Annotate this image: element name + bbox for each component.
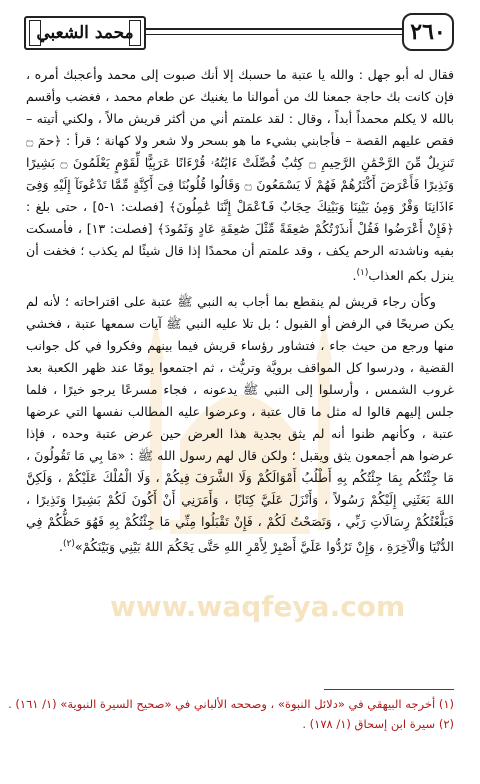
running-title: محمد الشعبي	[36, 23, 134, 43]
running-title-box	[24, 16, 146, 50]
ornament-left	[29, 20, 41, 46]
footnote-ref-1: (١)	[356, 268, 369, 278]
paragraph-1: فقال له أبو جهل : والله يا عتبة ما حسبك إلا أنك صبوت إلى محمد وأعجبك أمره ، فإن كانت بك حاجة جمعنا لك من أموالنا ما يغنيك عن طعام محمد ، فغضب وأقسم بالله لا يكلم محمداً أبداً ، وقال : لقد علمتم أني من أكثر قريش مالاً ، ولكني أتيته – فقص عليهم القصة – فأجابني بشيء ما هو بسحر ولا شعر ولا كهانة ؛ قرأ : ﴿حمٓ ۝ تَنزِيلٌ مِّنَ الرَّحْمَٰنِ الرَّحِيمِ ۝ كِتَٰبٌ فُصِّلَتْ ءَايَٰتُهُۥ قُرْءَانًا عَرَبِيًّا لِّقَوْمٍ يَعْلَمُونَ ۝ بَشِيرًا وَنَذِيرًا فَأَعْرَضَ أَكْثَرُهُمْ فَهُمْ لَا يَسْمَعُونَ ۝ وَقَالُوا قُلُوبُنَا فِىٓ أَكِنَّةٍ مِّمَّا تَدْعُونَآ إِلَيْهِ وَفِىٓ ءَاذَانِنَا وَقْرٌ وَمِنۢ بَيْنِنَا وَبَيْنِكَ حِجَابٌ فَٱعْمَلْ إِنَّنَا عَٰمِلُونَ﴾ [فصلت: ١-٥] ، حتى بلغ : ﴿فَإِنْ أَعْرَضُوا فَقُلْ أَنذَرْتُكُمْ صَٰعِقَةً مِّثْلَ صَٰعِقَةِ عَادٍ وَثَمُودَ﴾ [فصلت: ١٣] ، فأمسكت بفيه وناشدته الرحم يكف ، وقد علمتم أن محمدًا إذا قال شيئًا لم يكذب ؛ فخفت أن ينزل بكم العذاب$^{(١)}$.	[26, 67, 455, 284]
footnote-separator	[324, 689, 454, 690]
watermark-text: www.waqfeya.com	[110, 590, 406, 623]
ornament-right	[129, 20, 141, 46]
page-header	[22, 10, 456, 54]
page-number: ٢٦٠	[402, 13, 454, 51]
paragraph-2-text: وكأن رجاء قريش لم ينقطع بما أجاب به النبي ﷺ عتبة على اقتراحاته ؛ لأنه لم يكن صريحًا في الرفض أو القبول ؛ بل تلا عليه النبي ﷺ آيات سمعها عتبة ، فخشي منها ورجع من حيث جاء ، فتشاور رؤساء قريش فيما بينهم وفكروا في كل جوانب القضية ، ودرسوا كل المواقف برويَّة وتريُّث ، ثم اجتمعوا يومًا عند ظهر الكعبة بعد غروب الشمس ، وأرسلوا إلى النبي ﷺ يدعونه ، فجاء مسرعًا يرجو خيرًا ، فلما جلس إليهم قالوا له مثل ما قال عتبة ، وعرضوا عليه المطالب نفسها التي عرضها عتبة ، وكأنهم ظنوا أنه لم يثق بجدية هذا العرض حين عرض عتبة وحده ، فإذا عرضوا هم أجمعون يثق ويقبل ؛ ولكن قال لهم رسول الله ﷺ : «مَا بِي مَا تَقُولُونَ ، مَا جِئْتُكُم بِمَا جِئْتُكُم بِهِ أَطْلُبُ أَمْوَالَكُمْ وَلَا الشَّرَفَ فِيكُمْ ، وَلَا الْمُلْكَ عَلَيْكُمْ ، وَلَكِنَّ اللهَ بَعَثَنِي إِلَيْكُمْ رَسُولاً ، وَأَنْزَلَ عَلَيَّ كِتَابًا ، وَأَمَرَنِي أَنْ أَكُونَ لَكُمْ بَشِيرًا وَنَذِيرًا ، فَبَلَّغْتُكُمْ رِسَالَاتِ رَبِّي ، وَنَصَحْتُ لَكُمْ ، فَإِنْ تَقْبَلُوا مِنِّي مَا جِئْتُكُمْ بِهِ فَهُوَ حَظُّكُمْ فِي الدُّنْيَا وَالْآخِرَةِ ، وَإِنْ تَرُدُّوا عَلَيَّ أَصْبِرْ لِأَمْرِ اللهِ حَتَّى يَحْكُمَ اللهُ بَيْنِي وَبَيْنَكُمْ»	[26, 294, 454, 555]
footnote-1: (١) أخرجه البيهقي في «دلائل النبوة» ، وصححه الألباني في «صحيح السيرة النبوية» (١/ ١٦١) .	[8, 697, 454, 711]
main-text	[26, 64, 454, 562]
paragraph-1-text: فقال له أبو جهل : والله يا عتبة ما حسبك إلا أنك صبوت إلى محمد وأعجبك أمره ، فإن كانت بك حاجة جمعنا لك من أموالنا ما يغنيك عن طعام محمد ، فغضب وأقسم بالله لا يكلم محمداً أبداً ، وقال : لقد علمتم أني من أكثر قريش مالاً ، ولكني أتيته – فقص عليهم القصة – فأجابني بشيء ما هو بسحر ولا شعر ولا كهانة ؛ قرأ : ﴿حمٓ ۝ تَنزِيلٌ مِّنَ الرَّحْمَٰنِ الرَّحِيمِ ۝ كِتَٰبٌ فُصِّلَتْ ءَايَٰتُهُۥ قُرْءَانًا عَرَبِيًّا لِّقَوْمٍ يَعْلَمُونَ ۝ بَشِيرًا وَنَذِيرًا فَأَعْرَضَ أَكْثَرُهُمْ فَهُمْ لَا يَسْمَعُونَ ۝ وَقَالُوا قُلُوبُنَا فِىٓ أَكِنَّةٍ مِّمَّا تَدْعُونَآ إِلَيْهِ وَفِىٓ ءَاذَانِنَا وَقْرٌ وَمِنۢ بَيْنِنَا وَبَيْنِكَ حِجَابٌ فَٱعْمَلْ إِنَّنَا عَٰمِلُونَ﴾ [فصلت: ١-٥] ، حتى بلغ : ﴿فَإِنْ أَعْرَضُوا فَقُلْ أَنذَرْتُكُمْ صَٰعِقَةً مِّثْلَ صَٰعِقَةِ عَادٍ وَثَمُودَ﴾ [فصلت: ١٣] ، فأمسكت بفيه وناشدته الرحم يكف ، وقد علمتم أن محمدًا إذا قال شيئًا لم يكذب ؛ فخفت أن ينزل بكم العذاب	[26, 67, 455, 284]
header-rule-thick	[146, 28, 402, 30]
footnotes	[8, 694, 454, 734]
footnote-ref-2: (٢)	[62, 539, 75, 550]
footnote-2: (٢) سيرة ابن إسحاق (١/ ١٧٨) .	[302, 717, 454, 731]
header-rule-thin	[146, 34, 402, 35]
paragraph-2: وكأن رجاء قريش لم ينقطع بما أجاب به النبي ﷺ عتبة على اقتراحاته ؛ لأنه لم يكن صريحًا في الرفض أو القبول ؛ بل تلا عليه النبي ﷺ آيات سمعها عتبة ، فخشي منها ورجع من حيث جاء ، فتشاور رؤساء قريش فيما بينهم وفكروا في كل جوانب القضية ، ودرسوا كل المواقف برويَّة وتريُّث ، ثم اجتمعوا يومًا عند ظهر الكعبة بعد غروب الشمس ، وأرسلوا إلى النبي ﷺ يدعونه ، فجاء مسرعًا يرجو خيرًا ، فلما جلس إليهم قالوا له مثل ما قال عتبة ، وعرضوا عليه المطالب نفسها التي عرضها عتبة ، وكأنهم ظنوا أنه لم يثق بجدية هذا العرض حين عرض عتبة وحده ، فإذا عرضوا هم أجمعون يثق ويقبل ؛ ولكن قال لهم رسول الله ﷺ : «مَا بِي مَا تَقُولُونَ ، مَا جِئْتُكُم بِمَا جِئْتُكُم بِهِ أَطْلُبُ أَمْوَالَكُمْ وَلَا الشَّرَفَ فِيكُمْ ، وَلَا الْمُلْكَ عَلَيْكُمْ ، وَلَكِنَّ اللهَ بَعَثَنِي إِلَيْكُمْ رَسُولاً ، وَأَنْزَلَ عَلَيَّ كِتَابًا ، وَأَمَرَنِي أَنْ أَكُونَ لَكُمْ بَشِيرًا وَنَذِيرًا ، فَبَلَّغْتُكُمْ رِسَالَاتِ رَبِّي ، وَنَصَحْتُ لَكُمْ ، فَإِنْ تَقْبَلُوا مِنِّي مَا جِئْتُكُمْ بِهِ فَهُوَ حَظُّكُمْ فِي الدُّنْيَا وَالْآخِرَةِ ، وَإِنْ تَرُدُّوا عَلَيَّ أَصْبِرْ لِأَمْرِ اللهِ حَتَّى يَحْكُمَ اللهُ بَيْنِي وَبَيْنَكُمْ»$^{(٢)}$.	[26, 294, 454, 555]
